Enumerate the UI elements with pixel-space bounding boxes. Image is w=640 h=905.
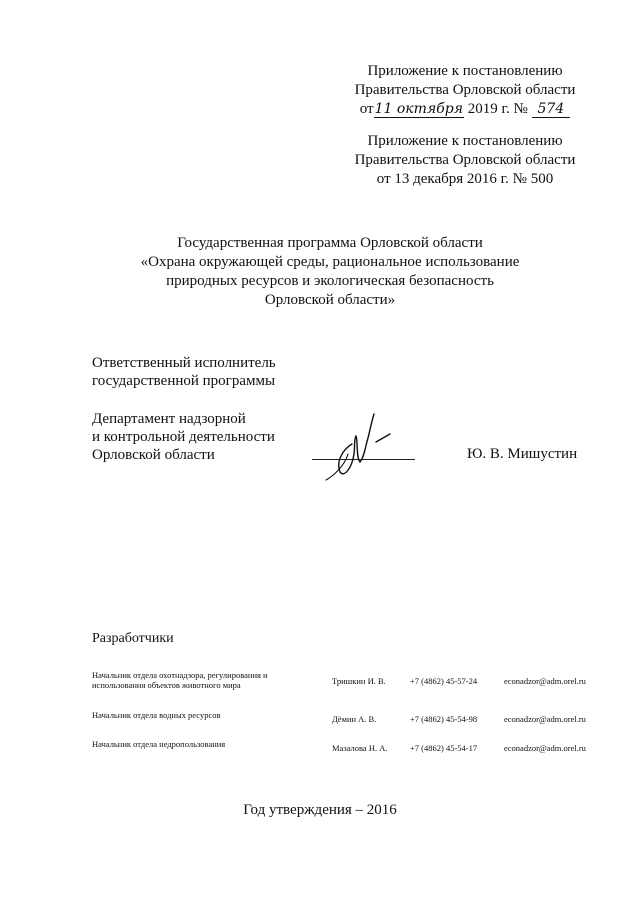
program-title-line2: «Охрана окружающей среды, рациональное использование bbox=[140, 254, 520, 270]
signatory-name: Ю. В. Мишустин bbox=[467, 446, 578, 462]
department-line3: Орловской области bbox=[92, 447, 215, 463]
approval-year: Год утверждения – 2016 bbox=[243, 802, 397, 818]
dev-row-2-phone: +7 (4862) 45-54-98 bbox=[410, 714, 478, 724]
program-title-line1: Государственная программа Орловской области bbox=[177, 235, 483, 251]
signature-icon bbox=[318, 410, 398, 482]
responsible-label-line1: Ответственный исполнитель bbox=[92, 355, 276, 371]
appendix-new-date bbox=[300, 100, 630, 119]
developers-heading: Разработчики bbox=[92, 631, 174, 646]
handwritten-date: 11 октября bbox=[374, 101, 463, 117]
program-title-line4: Орловской области» bbox=[264, 292, 396, 308]
dev-row-3-position: Начальник отдела недропользования bbox=[92, 739, 226, 749]
program-title bbox=[90, 234, 570, 310]
appendix-old-line2: Правительства Орловской области bbox=[354, 152, 576, 168]
dev-row-1-phone: +7 (4862) 45-57-24 bbox=[410, 676, 478, 686]
responsible-label-line2: государственной программы bbox=[92, 373, 276, 389]
appendix-new-line1: Приложение к постановлению bbox=[367, 63, 563, 79]
appendix-new bbox=[300, 62, 630, 119]
dev-row-1-name: Тришкин И. В. bbox=[332, 676, 386, 686]
dev-row-1-email: econadzor@adm.orel.ru bbox=[504, 676, 586, 686]
dev-row-1-position: Начальник отдела охотнадзора, регулирования и использования объектов животного мира bbox=[92, 670, 268, 690]
dev-row-3-email: econadzor@adm.orel.ru bbox=[504, 743, 586, 753]
appendix-new-line2: Правительства Орловской области bbox=[354, 82, 576, 98]
dev-row-2-email: econadzor@adm.orel.ru bbox=[504, 714, 586, 724]
department-line2: и контрольной деятельности bbox=[92, 429, 275, 445]
dev-row-2-position: Начальник отдела водных ресурсов bbox=[92, 710, 221, 720]
program-title-line3: природных ресурсов и экологическая безопасность bbox=[166, 273, 494, 289]
date-prefix: от bbox=[359, 101, 374, 117]
handwritten-number: 574 bbox=[532, 101, 571, 118]
responsible-label bbox=[92, 354, 276, 390]
appendix-old bbox=[300, 132, 630, 189]
date-suffix: 2019 г. № bbox=[467, 101, 528, 117]
appendix-old-line1: Приложение к постановлению bbox=[367, 133, 563, 149]
dev-row-3-phone: +7 (4862) 45-54-17 bbox=[410, 743, 478, 753]
dev-row-3-name: Мазалова Н. А. bbox=[332, 743, 388, 753]
dev-row-2-name: Дёмин А. В. bbox=[332, 714, 377, 724]
department-line1: Департамент надзорной bbox=[92, 411, 246, 427]
appendix-old-line3: от 13 декабря 2016 г. № 500 bbox=[376, 171, 554, 187]
department-name bbox=[92, 410, 275, 464]
